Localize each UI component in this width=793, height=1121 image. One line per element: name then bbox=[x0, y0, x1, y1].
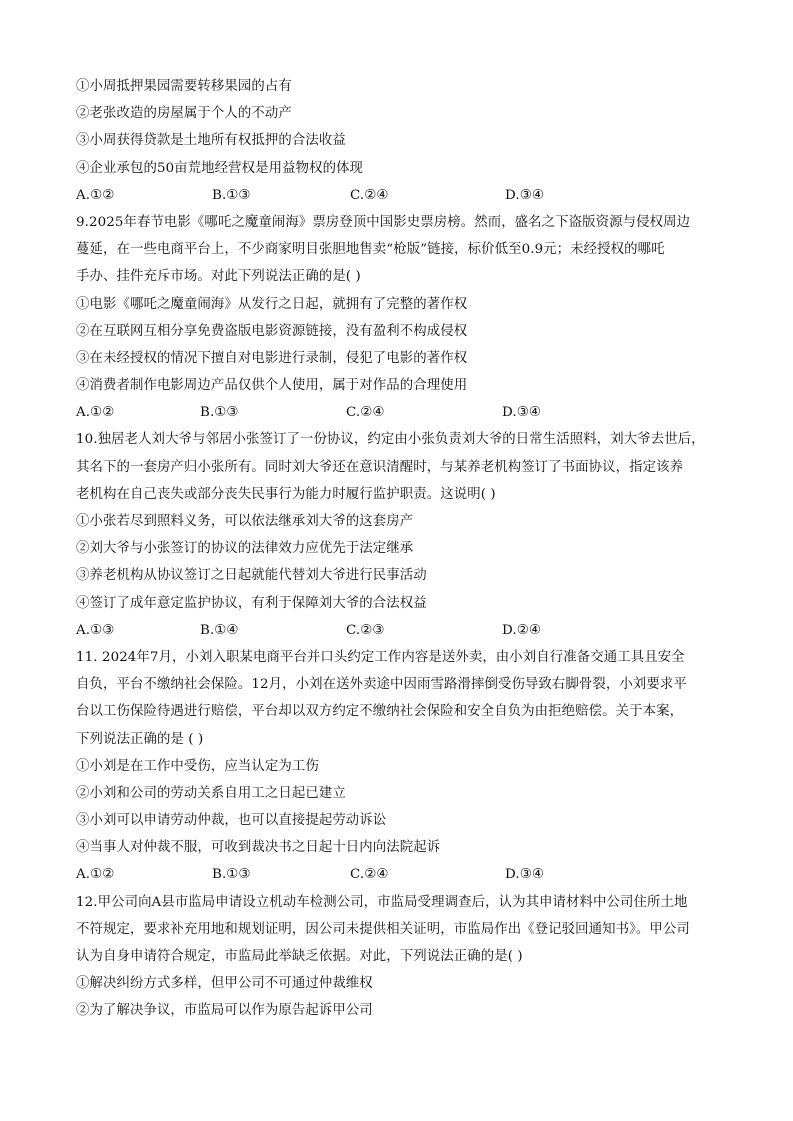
q8-option-d: D.③④ bbox=[505, 187, 544, 203]
q9-stem-line-3: 手办、挂件充斥市场。对此下列说法正确的是( ) bbox=[76, 269, 361, 285]
question-9 bbox=[76, 209, 726, 427]
q12-stem-line-3: 认为自身申请符合规定，市监局此举缺乏依据。对此，下列说法正确的是( ) bbox=[76, 949, 523, 964]
q10-item-3: ③养老机构从协议签订之日起就能代替刘大爷进行民事活动 bbox=[76, 568, 427, 584]
q9-option-d: D.③④ bbox=[502, 405, 541, 421]
q11-option-d: D.③④ bbox=[505, 867, 544, 883]
q9-option-a: A.①② bbox=[76, 405, 115, 421]
question-8 bbox=[76, 73, 726, 209]
q12-stem-line-1: 12.甲公司向A县市监局申请设立机动车检测公司，市监局受理调查后，认为其申请材料中公司住所土地 bbox=[76, 894, 688, 910]
q9-stem-line-1: 9.2025年春节电影《哪吒之魔童闹海》票房登顶中国影史票房榜。然而，盛名之下盗版资源与侵权周边 bbox=[76, 214, 691, 230]
q10-item-2: ②刘大爷与小张签订的协议的法律效力应优先于法定继承 bbox=[76, 541, 414, 557]
q8-item-2: ②老张改造的房屋属于个人的不动产 bbox=[76, 106, 292, 122]
q9-item-1: ①电影《哪吒之魔童闹海》从发行之日起，就拥有了完整的著作权 bbox=[76, 296, 468, 312]
q11-stem-line-1: 11. 2024年7月，小刘入职某电商平台并口头约定工作内容是送外卖，由小刘自行准备交通工具且安全 bbox=[76, 649, 685, 665]
q11-option-a: A.①② bbox=[76, 867, 115, 883]
q10-options bbox=[76, 617, 726, 644]
q12-stem-line-2: 不符规定，要求补充用地和规划证明，因公司未提供相关证明，市监局作出《登记驳回通知书》。甲公司 bbox=[76, 921, 690, 937]
q8-option-c: C.②④ bbox=[350, 187, 389, 203]
q8-option-a: A.①② bbox=[76, 187, 115, 203]
q8-item-1: ①小周抵押果园需要转移果园的占有 bbox=[76, 79, 292, 94]
q10-item-1: ①小张若尽到照料义务，可以依法继承刘大爷的这套房产 bbox=[76, 514, 414, 529]
q9-option-c: C.②④ bbox=[346, 405, 385, 421]
q8-item-4: ④企业承包的50亩荒地经营权是用益物权的体现 bbox=[76, 160, 364, 176]
question-12 bbox=[76, 889, 726, 1025]
q11-item-2: ②小刘和公司的劳动关系自用工之日起已建立 bbox=[76, 785, 346, 801]
question-11 bbox=[76, 644, 726, 889]
q11-option-b: B.①③ bbox=[212, 867, 251, 883]
q9-item-4: ④消费者制作电影周边产品仅供个人使用，属于对作品的合理使用 bbox=[76, 378, 468, 394]
q12-item-1: ①解决纠纷方式多样，但甲公司不可通过仲裁维权 bbox=[76, 976, 373, 992]
q9-item-2: ②在互联网互相分享免费盗版电影资源链接，没有盈利不构成侵权 bbox=[76, 323, 468, 339]
exam-page bbox=[76, 73, 726, 1025]
q10-option-b: B.①④ bbox=[200, 622, 239, 638]
q8-item-3: ③小周获得贷款是土地所有权抵押的合法收益 bbox=[76, 133, 346, 149]
q11-item-1: ①小刘是在工作中受伤，应当认定为工伤 bbox=[76, 758, 319, 774]
q11-item-3: ③小刘可以申请劳动仲裁，也可以直接提起劳动诉讼 bbox=[76, 813, 387, 829]
q9-item-3: ③在未经授权的情况下擅自对电影进行录制，侵犯了电影的著作权 bbox=[76, 350, 468, 366]
q11-option-c: C.②④ bbox=[350, 867, 389, 883]
q12-item-2: ②为了解决争议，市监局可以作为原告起诉甲公司 bbox=[76, 1003, 373, 1019]
q11-stem-line-4: 下列说法正确的是 ( ) bbox=[76, 731, 204, 747]
q10-option-c: C.②③ bbox=[346, 622, 385, 638]
q10-item-4: ④签订了成年意定监护协议，有利于保障刘大爷的合法权益 bbox=[76, 595, 427, 611]
q8-option-b: B.①③ bbox=[212, 187, 251, 203]
q9-stem-line-2: 蔓延，在一些电商平台上，不少商家明目张胆地售卖“枪版”链接，标价低至0.9元；未经授权的哪吒 bbox=[76, 242, 665, 258]
q10-stem-line-3: 老机构在自己丧失或部分丧失民事行为能力时履行监护职责。这说明( ) bbox=[76, 486, 496, 502]
q8-options bbox=[76, 182, 726, 209]
q10-option-d: D.②④ bbox=[502, 622, 541, 638]
q11-options bbox=[76, 861, 726, 888]
q11-stem-line-3: 台以工伤保险待遇进行赔偿，平台却以双方约定不缴纳社会保险和安全自负为由拒绝赔偿。关于本案， bbox=[76, 704, 684, 720]
q10-stem-line-2: 其名下的一套房产归小张所有。同时刘大爷还在意识清醒时，与某养老机构签订了书面协议，指定该养 bbox=[76, 459, 684, 475]
q11-stem-line-2: 自负，平台不缴纳社会保险。12月，小刘在送外卖途中因雨雪路滑摔倒受伤导致右脚骨裂，小刘要求平 bbox=[76, 677, 687, 693]
q9-option-b: B.①③ bbox=[200, 405, 239, 421]
q10-stem-line-1: 10.独居老人刘大爷与邻居小张签订了一份协议，约定由小张负责刘大爷的日常生活照料，刘大爷去世后， bbox=[76, 432, 705, 448]
question-10 bbox=[76, 426, 726, 644]
q10-option-a: A.①③ bbox=[76, 622, 115, 638]
q9-options bbox=[76, 399, 726, 426]
q11-item-4: ④当事人对仲裁不服，可收到裁决书之日起十日内向法院起诉 bbox=[76, 840, 441, 856]
